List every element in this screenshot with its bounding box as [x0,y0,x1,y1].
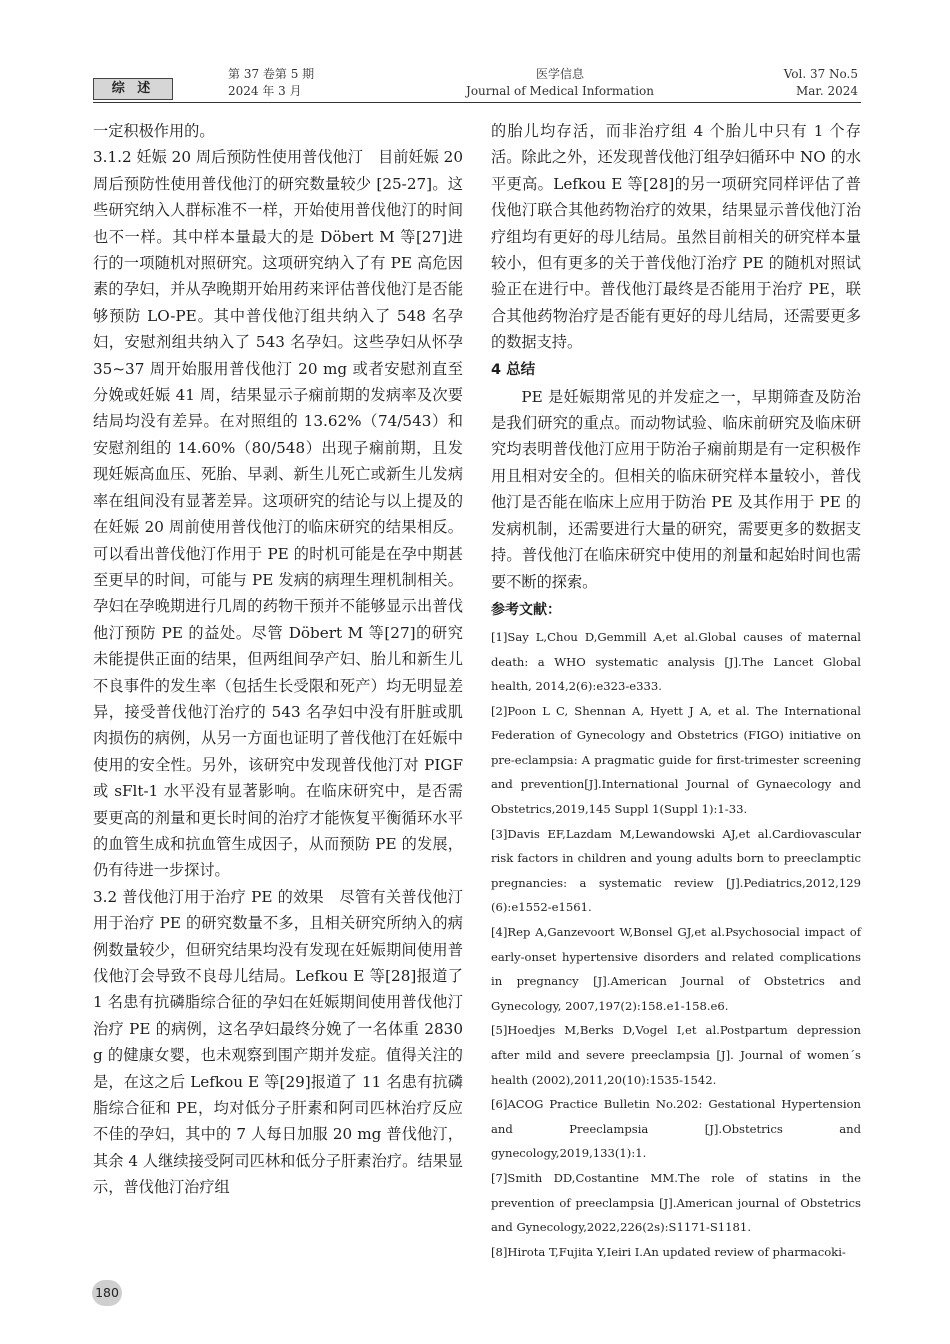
volume-issue-en: Vol. 37 No.5 [783,67,858,81]
page-number: 180 [92,1280,122,1306]
continuation-paragraph: 一定积极作用的。 [93,122,215,140]
section-tag: 综 述 [93,78,173,100]
summary-paragraph: PE 是妊娠期常见的并发症之一，早期筛查及防治是我们研究的重点。而动物试验、临床前研究及临床研究均表明普伐他汀应用于防治子痫前期是有一定积极作用且相对安全的。但相关的临床研究样本量较小，普伐他汀是否能在临床上应用于防治 PE 及其作用于 PE 的发病机制，还需要进行大量的研究，需要更多的数据支持。普伐他汀在临床研究中使用的剂量和起始时间也需要不断的探索。 [491,387,861,591]
reference-item: [8]Hirota T,Fujita Y,Ieiri I.An updated review of pharmacoki- [491,1244,846,1259]
right-column [491,118,861,1264]
date-zh: 2024 年 3 月 [228,84,302,98]
section-4-heading: 4 总结 [491,361,536,378]
volume-issue-zh: 第 37 卷第 5 期 [228,67,315,81]
header-divider [93,102,861,103]
section-3-2-continuation: 的胎儿均存活，而非治疗组 4 个胎儿中只有 1 个存活。除此之外，还发现普伐他汀组孕妇循环中 NO 的水平更高。Lefkou E 等[28]的另一项研究同样评估了普伐他汀联合其他药物治疗的效果，结果显示普伐他汀治疗组均有更好的母儿结局。虽然目前相关的研究样本量较小，但有更多的关于普伐他汀治疗 PE 的随机对照试验正在进行中。普伐他汀最终是否能用于治疗 PE，联合其他药物治疗是否能有更好的母儿结局，还需要更多的数据支持。 [491,122,861,352]
references-title: 参考文献： [491,601,561,618]
reference-item: [4]Rep A,Ganzevoort W,Bonsel GJ,et al.Psychosocial impact of early-onset hypertensive disorders and related complications in pregnancy [J].American Journal of Obstetrics and Gynecology, 2007,197(2):158.e1-158.e6. [491,925,861,1013]
reference-list [491,625,861,1264]
journal-title-en: Journal of Medical Information [466,84,654,98]
section-3-2-paragraph: 3.2 普伐他汀用于治疗 PE 的效果 尽管有关普伐他汀用于治疗 PE 的研究数量不多，且相关研究所纳入的病例数量较少，但研究结果均没有发现在妊娠期间使用普伐他汀会导致不良母儿结局。Lefkou E 等[28]报道了 1 名患有抗磷脂综合征的孕妇在妊娠期间使用普伐他汀治疗 PE 的病例，这名孕妇最终分娩了一名体重 2830 g 的健康女婴，也未观察到围产期并发症。值得关注的是，在这之后 Lefkou E 等[29]报道了 11 名患有抗磷脂综合征和 PE，均对低分子肝素和阿司匹林治疗反应不佳的孕妇，其中的 7 人每日加服 20 mg 普伐他汀，其余 4 人继续接受阿司匹林和低分子肝素治疗。结果显示，普伐他汀治疗组 [93,887,463,1197]
reference-item: [1]Say L,Chou D,Gemmill A,et al.Global causes of maternal death: a WHO systematic analysis [J].The Lancet Global health, 2014,2(6):e323-e333. [491,629,861,694]
reference-item: [7]Smith DD,Costantine MM.The role of statins in the prevention of preeclampsia [J].American journal of Obstetrics and Gynecology,2022,226(2s):S1171-S1181. [491,1170,861,1235]
reference-item: [2]Poon L C, Shennan A, Hyett J A, et al. The International Federation of Gynecology and Obstetrics (FIGO) initiative on pre-eclampsia: A pragmatic guide for first-trimester screening and prevention[J].International Journal of Gynaecology and Obstetrics,2019,145 Suppl 1(Suppl 1):1-33. [491,703,861,817]
section-3-1-2-paragraph: 3.1.2 妊娠 20 周后预防性使用普伐他汀 目前妊娠 20 周后预防性使用普伐他汀的研究数量较少 [25-27]。这些研究纳入人群标准不一样，开始使用普伐他汀的时间也不一样。其中样本量最大的是 Döbert M 等[27]进行的一项随机对照研究。这项研究纳入了有 PE 高危因素的孕妇，并从孕晚期开始用药来评估普伐他汀是否能够预防 LO-PE。其中普伐他汀组共纳入了 548 名孕妇，安慰剂组共纳入了 543 名孕妇。这些孕妇从怀孕 35~37 周开始服用普伐他汀 20 mg 或者安慰剂直至分娩或妊娠 41 周，结果显示子痫前期的发病率及次要结局均没有差异。在对照组的 13.62%（74/543）和安慰剂组的 14.60%（80/548）出现子痫前期，且发现妊娠高血压、死胎、早剥、新生儿死亡或新生儿发病率在组间没有显著差异。这项研究的结论与以上提及的在妊娠 20 周前使用普伐他汀的临床研究的结果相反。可以看出普伐他汀作用于 PE 的时机可能是在孕中期甚至更早的时间，可能与 PE 发病的病理生理机制相关。孕妇在孕晚期进行几周的药物干预并不能够显示出普伐他汀预防 PE 的益处。尽管 Döbert M 等[27]的研究未能提供正面的结果，但两组间孕产妇、胎儿和新生儿不良事件的发生率（包括生长受限和死产）均无明显差异，接受普伐他汀治疗的 543 名孕妇中没有肝脏或肌肉损伤的病例，从另一方面也证明了普伐他汀在妊娠中使用的安全性。另外，该研究中发现普伐他汀对 PIGF 或 sFlt-1 水平没有显著影响。在临床研究中，是否需要更高的剂量和更长时间的治疗才能恢复平衡循环水平的血管生成和抗血管生成因子，从而预防 PE 的发展，仍有待进一步探讨。 [93,148,463,880]
page-header [0,0,950,110]
reference-item: [3]Davis EF,Lazdam M,Lewandowski AJ,et al.Cardiovascular risk factors in children and young adults born to preeclamptic pregnancies: a systematic review [J].Pediatrics,2012,129 (6):e1552-e1561. [491,826,861,915]
date-en: Mar. 2024 [795,84,858,98]
reference-item: [6]ACOG Practice Bulletin No.202: Gestational Hypertension and Preeclampsia [J].Obstetrics and gynecology,2019,133(1):1. [491,1097,861,1161]
journal-title-zh: 医学信息 [535,67,584,81]
reference-item: [5]Hoedjes M,Berks D,Vogel I,et al.Postpartum depression after mild and severe preeclampsia [J]. Journal of women´s health (2002),2011,20(10):1535-1542. [491,1023,861,1087]
left-column [93,118,463,1201]
